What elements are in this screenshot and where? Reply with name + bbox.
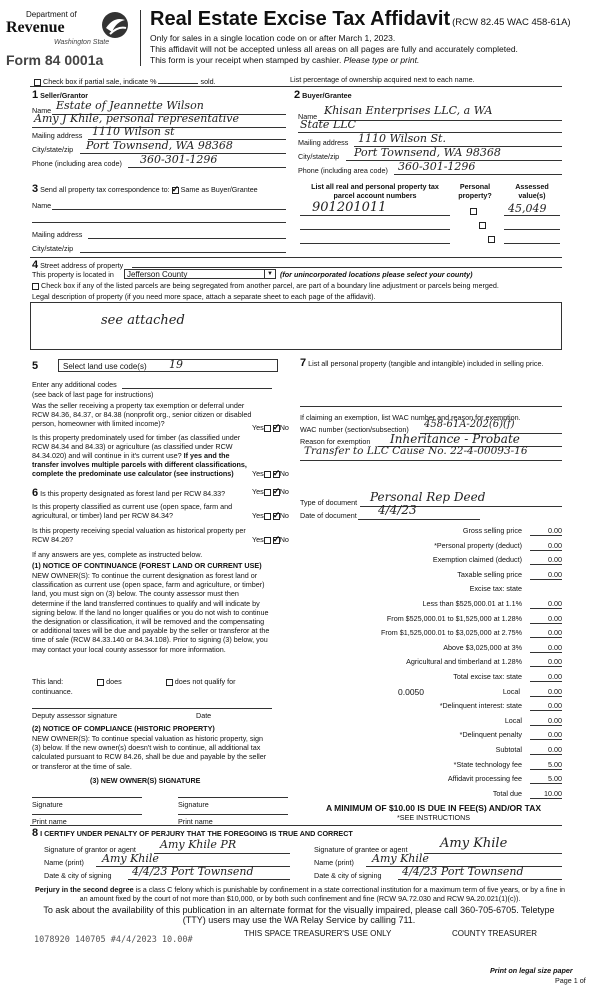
- new-owner-signature-2[interactable]: [178, 797, 288, 798]
- grantee-signature-field[interactable]: Amy Khile: [440, 836, 508, 851]
- assessed-value-field-2[interactable]: [504, 229, 560, 230]
- exemption-intro: If claiming an exemption, list WAC number and reason for exemption.: [300, 413, 521, 422]
- buyer-phone-field[interactable]: 360-301-1296: [398, 160, 476, 173]
- buyer-heading-label: Buyer/Grantee: [302, 91, 352, 100]
- grantor-name-label: Name (print): [44, 858, 84, 867]
- header-note3b: Please type or print.: [343, 55, 420, 65]
- buyer-mailing-label: Mailing address: [298, 138, 349, 147]
- forest-q1-text: Is this property designated as forest land per RCW 84.33?: [40, 489, 226, 498]
- forest-q2-yes-checkbox[interactable]: [264, 513, 271, 520]
- tax-row-value[interactable]: 0.00: [530, 526, 562, 536]
- forest-q2-no-checkbox[interactable]: [273, 513, 280, 520]
- seller-mailing-label: Mailing address: [32, 131, 83, 140]
- tax-row-value[interactable]: 5.00: [530, 774, 562, 784]
- form-title-row: [150, 8, 571, 31]
- this-land-label: This land:: [32, 677, 64, 686]
- tax-row-label: Less than $525,000.01 at 1.1%: [422, 599, 522, 608]
- timber-no-checkbox[interactable]: [273, 471, 280, 478]
- tax-row-label: *Delinquent penalty: [459, 730, 522, 739]
- exempt-yes-label: Yes: [252, 423, 264, 432]
- legal-description-box[interactable]: [30, 302, 562, 350]
- seller-heading-label: Seller/Grantor: [40, 91, 89, 100]
- forest-q2-yes-no: [252, 511, 289, 520]
- dropdown-arrow-icon: ▼: [264, 270, 275, 278]
- forest-q2-yes-label: Yes: [252, 511, 264, 520]
- tax-row-label: *Personal property (deduct): [434, 541, 522, 550]
- dor-logo: [4, 6, 140, 70]
- land-use-section-number: 5: [32, 360, 39, 372]
- buyer-city-label: City/state/zip: [298, 152, 340, 161]
- seller-name-field-2[interactable]: Amy J Khile, personal representative: [34, 112, 240, 125]
- ownership-note: List percentage of ownership acquired next to each name.: [290, 75, 475, 84]
- perjury-warning: [30, 885, 570, 903]
- personal-col-header: Personal property?: [458, 182, 492, 200]
- tax-row-label: Total excise tax: state: [453, 672, 522, 681]
- perjury-text: is a class C felony which is punishable by confinement in a state correctional institution for a maximum term of five years, or by a fine in an amount fixed by the court of not more than $10,000, or by both such confinement and fine (RCW 9A.72.030 and RCW 9A.20.021(1)(c)).: [79, 885, 566, 903]
- forest-q2-no-label: No: [279, 511, 289, 520]
- buyer-name-field-2[interactable]: State LLC: [300, 118, 356, 131]
- seller-phone-field[interactable]: 360-301-1296: [140, 153, 218, 166]
- reason-label: Reason for exemption: [300, 437, 371, 446]
- tax-row-label: From $1,525,000.01 to $3,025,000 at 2.75%: [380, 628, 522, 637]
- county-select[interactable]: [124, 269, 276, 279]
- minimum-due-note: A MINIMUM OF $10.00 IS DUE IN FEE(S) AND/OR TAX: [326, 803, 542, 813]
- correspondence-section-number: 3: [32, 183, 39, 195]
- tax-row-label: *State technology fee: [453, 760, 522, 769]
- see-instructions-note: *SEE INSTRUCTIONS: [397, 813, 471, 822]
- additional-codes-label: Enter any additional codes: [32, 380, 117, 389]
- county-select-value: Jefferson County: [127, 270, 188, 279]
- tax-row-label: Subtotal: [495, 745, 522, 754]
- notice1-title: (1) NOTICE OF CONTINUANCE (FOREST LAND OR CURRENT USE): [32, 561, 262, 570]
- parcel-number-field-3[interactable]: [300, 243, 450, 244]
- seller-mailing-field[interactable]: 1110 Wilson st: [92, 125, 175, 138]
- tax-row-value[interactable]: 0.00: [530, 745, 562, 755]
- street-address-field[interactable]: [132, 267, 562, 268]
- tax-row-label: Taxable selling price: [457, 570, 522, 579]
- notice2-title: (2) NOTICE OF COMPLIANCE (HISTORIC PROPERTY): [32, 724, 215, 733]
- assessed-value-field-3[interactable]: [504, 243, 560, 244]
- parcel-number-field[interactable]: 901201011: [312, 200, 387, 215]
- print-name-label-2: Print name: [178, 817, 213, 826]
- dept-line1: Department of: [26, 10, 77, 19]
- located-label: This property is located in: [32, 270, 114, 279]
- section-divider: [30, 825, 562, 826]
- tax-row-label: Local: [504, 716, 522, 725]
- does-not-checkbox[interactable]: [166, 679, 173, 686]
- timber-yes-no: [252, 469, 289, 478]
- reason-field-2[interactable]: Transfer to LLC Cause No. 22-4-00093-16: [304, 445, 528, 457]
- buyer-city-field[interactable]: Port Townsend, WA 98368: [354, 146, 501, 159]
- does-label: does: [106, 677, 122, 686]
- seller-section-number: 1: [32, 89, 39, 101]
- header-divider: [140, 10, 141, 66]
- exempt-yes-checkbox[interactable]: [264, 425, 271, 432]
- tax-row-value[interactable]: 10.00: [530, 789, 562, 799]
- tax-row-label: From $525,000.01 to $1,525,000 at 1.28%: [386, 614, 522, 623]
- segregate-row: [32, 281, 499, 290]
- exempt-no-label: No: [279, 423, 289, 432]
- certify-section-number: 8: [32, 827, 39, 839]
- land-use-select-label: Select land use code(s): [63, 362, 147, 371]
- grantor-sig-label: Signature of grantor or agent: [44, 845, 136, 854]
- new-owner-print-1[interactable]: [32, 814, 142, 815]
- personal-property-field[interactable]: [300, 406, 562, 407]
- perjury-bold: Perjury in the second degree: [34, 885, 134, 894]
- tax-row-value[interactable]: 0.00: [530, 672, 562, 682]
- correspondence-label: Send all property tax correspondence to:: [40, 185, 170, 194]
- corr-mailing-field[interactable]: [88, 238, 286, 239]
- signature-label-2: Signature: [178, 800, 209, 809]
- exempt-yes-no: [252, 423, 289, 432]
- grantor-date-field[interactable]: 4/4/23 Port Townsend: [132, 865, 254, 878]
- land-use-select[interactable]: [58, 359, 278, 372]
- forest-q1: [32, 487, 254, 499]
- tax-row-value[interactable]: 0.00: [530, 687, 562, 697]
- form-title: Real Estate Excise Tax Affidavit: [150, 8, 451, 30]
- print-name-label-1: Print name: [32, 817, 67, 826]
- buyer-section-number: 2: [294, 89, 301, 101]
- timber-question-bold: If yes and the transfer involves multiple parcels with different classifications, complete the predominate use calculator (see instructions): [32, 451, 247, 478]
- tax-row-value[interactable]: 0.00: [530, 628, 562, 638]
- section-divider: [30, 86, 562, 87]
- buyer-name-label: Name: [298, 112, 318, 121]
- personal-property-label: List all personal property (tangible and intangible) included in selling price.: [308, 359, 544, 368]
- personal-property-checkbox-3[interactable]: [488, 236, 495, 243]
- timber-question-text: Is this property predominately used for timber (as classified under RCW 84.34 and 84.33) or agriculture (as classified under RCW 84.34.020) and will continue in it's current use?: [32, 433, 241, 460]
- tax-row-label: Gross selling price: [462, 526, 522, 535]
- legal-paper-note: Print on legal size paper: [490, 966, 573, 975]
- segregate-label: Check box if any of the listed parcels are being segregated from another parcel, are part of a boundary line adjustment or parcels being merged.: [41, 281, 499, 290]
- new-owner-signature-1[interactable]: [32, 797, 142, 798]
- partial-sale-label: Check box if partial sale, indicate %: [43, 77, 157, 86]
- header-note1: Only for sales in a single location code on or after March 1, 2023.: [150, 33, 396, 43]
- corr-name-label: Name: [32, 201, 52, 210]
- tax-row-value[interactable]: 5.00: [530, 760, 562, 770]
- form-number: Form 84 0001a: [6, 52, 104, 68]
- tax-row-label: Exemption claimed (deduct): [432, 555, 522, 564]
- timber-yes-label: Yes: [252, 469, 264, 478]
- tax-row-value[interactable]: 0.00: [530, 570, 562, 580]
- county-note: (for unincorporated locations please select your county): [280, 270, 473, 279]
- tax-row-value[interactable]: 0.00: [530, 599, 562, 609]
- grantee-name-label: Name (print): [314, 858, 354, 867]
- does-checkbox[interactable]: [97, 679, 104, 686]
- exempt-no-checkbox[interactable]: [273, 425, 280, 432]
- buyer-phone-label: Phone (including area code): [298, 166, 388, 175]
- personal-property-section-number: 7: [300, 357, 307, 369]
- additional-codes-field[interactable]: [122, 388, 272, 389]
- buyer-mailing-field[interactable]: 1110 Wilson St.: [358, 132, 446, 145]
- local-rate: 0.0050: [398, 687, 424, 697]
- tax-row-value[interactable]: 0.00: [530, 657, 562, 667]
- personal-property-checkbox-2[interactable]: [479, 222, 486, 229]
- timber-yes-checkbox[interactable]: [264, 471, 271, 478]
- timber-no-label: No: [279, 469, 289, 478]
- corr-city-label: City/state/zip: [32, 244, 74, 253]
- deputy-signature-label: Deputy assessor signature: [32, 711, 118, 720]
- correspondence-heading: [32, 183, 258, 195]
- parcel-number-field-2[interactable]: [300, 229, 450, 230]
- accessibility-note: To ask about the availability of this publication in an alternate format for the visually impaired, please call 360-705-6705. Teletype (TTY) users may use the WA Relay Service by calling 711.: [43, 905, 555, 925]
- assessed-col-header: Assessed value(s): [515, 182, 549, 200]
- tax-row-label: Local: [502, 687, 520, 696]
- forest-q3: Is this property receiving special valuation as historical property per RCW 84.26?: [32, 526, 246, 544]
- does-not-label: does not qualify for: [174, 677, 236, 686]
- dept-line3: Washington State: [54, 39, 110, 46]
- seller-name-field[interactable]: Estate of Jeannette Wilson: [56, 99, 204, 112]
- doc-date-label: Date of document: [300, 511, 357, 520]
- doc-type-field[interactable]: Personal Rep Deed: [370, 490, 486, 504]
- doc-type-label: Type of document: [300, 498, 358, 507]
- buyer-name-field[interactable]: Khisan Enterprises LLC, a WA: [324, 104, 493, 117]
- buyer-heading: [294, 89, 352, 101]
- parcel-col-header: List all real and personal property tax parcel account numbers: [311, 182, 439, 200]
- partial-sold-label: sold.: [200, 77, 216, 86]
- forest-q2: Is this property classified as current use (open space, farm and agricultural, or timber) land per RCW 84.34?: [32, 502, 233, 520]
- continuance-label: continuance.: [32, 687, 73, 696]
- forest-q1-yes-checkbox[interactable]: [264, 489, 271, 496]
- dept-line2: Revenue: [6, 19, 65, 36]
- grantor-signature-field[interactable]: Amy Khile PR: [160, 838, 237, 851]
- forest-q1-yes-no: [252, 487, 289, 496]
- additional-codes-note: (see back of last page for instructions): [32, 390, 154, 399]
- answer-note: If any answers are yes, complete as instructed below.: [32, 550, 203, 559]
- tax-row-value[interactable]: 0.00: [530, 614, 562, 624]
- forest-q3-yes-no: [252, 535, 289, 544]
- land-use-select-value: 19: [169, 358, 183, 371]
- tax-row-label: Above $3,025,000 at 3%: [443, 643, 522, 652]
- new-owner-sig-title: (3) NEW OWNER(S) SIGNATURE: [90, 776, 201, 785]
- wac-label: WAC number (section/subsection): [300, 425, 409, 434]
- same-as-buyer-label: Same as Buyer/Grantee: [180, 185, 258, 194]
- county-treasurer-label: COUNTY TREASURER: [452, 929, 538, 938]
- tax-row-value[interactable]: 0.00: [530, 555, 562, 565]
- header-note2: This affidavit will not be accepted unless all areas on all pages are fully and accurately completed.: [150, 44, 518, 54]
- forest-q1-no-label: No: [279, 487, 289, 496]
- forest-q3-no-checkbox[interactable]: [273, 537, 280, 544]
- legal-desc-label: Legal description of property (if you need more space, attach a separate sheet to each page of the affidavit).: [32, 292, 376, 301]
- notice1-text: NEW OWNER(S): To continue the current designation as forest land or classification as current use (open space, farm and agriculture, or timber) land, you must sign on (3) below. The county assessor must then determine if the land transferred continues to qualify and will indicate by signing below. If the land no longer qualifies or you do not wish to continue the designation or classification, it will be removed and the compensating or additional taxes will be due and payable by the seller or transferor at the time of sale (RCW 84.33.140 or 84.34.108). Prior to signing (3) below, you may contact your local county assessor for more information.: [32, 571, 270, 654]
- tax-row-value[interactable]: 0.00: [530, 701, 562, 711]
- doc-date-field[interactable]: 4/4/23: [378, 503, 417, 517]
- signature-label-1: Signature: [32, 800, 63, 809]
- forest-q1-yes-label: Yes: [252, 487, 264, 496]
- exemption-question: Was the seller receiving a property tax exemption or deferral under RCW 84.36, 84.37, or 84.38 (nonprofit org., senior citizen or disabled person, homeowner with limited income)?: [32, 401, 252, 428]
- personal-property-checkbox-1[interactable]: [470, 208, 477, 215]
- property-section-number: 4: [32, 259, 39, 271]
- header-note3: [150, 55, 419, 65]
- tax-row-label: Affidavit processing fee: [447, 774, 522, 783]
- seller-phone-label: Phone (including area code): [32, 159, 122, 168]
- page-number: Page 1 of: [555, 976, 586, 985]
- same-as-buyer-checkbox[interactable]: [172, 187, 179, 194]
- partial-sale-row: [34, 75, 216, 86]
- certify-heading-label: I CERTIFY UNDER PENALTY OF PERJURY THAT THE FOREGOING IS TRUE AND CORRECT: [40, 829, 353, 838]
- forest-q3-yes-label: Yes: [252, 535, 264, 544]
- tax-row-label: *Delinquent interest: state: [439, 701, 522, 710]
- corr-name-field[interactable]: [52, 209, 286, 210]
- partial-sale-checkbox[interactable]: [34, 79, 41, 86]
- tax-row-value[interactable]: 0.00: [530, 643, 562, 653]
- assessed-value-field[interactable]: 45,049: [508, 202, 547, 215]
- grantee-name-field[interactable]: Amy Khile: [372, 852, 429, 865]
- wac-number-field[interactable]: 458-61A-202(6)(f): [424, 419, 515, 430]
- tax-row-label: Agricultural and timberland at 1.28%: [406, 657, 522, 666]
- forest-q1-no-checkbox[interactable]: [273, 489, 280, 496]
- new-owner-print-2[interactable]: [178, 814, 288, 815]
- tax-row-value[interactable]: 0.00: [530, 541, 562, 551]
- grantee-date-label: Date & city of signing: [314, 871, 382, 880]
- grantor-name-field[interactable]: Amy Khile: [102, 852, 159, 865]
- grantor-date-label: Date & city of signing: [44, 871, 112, 880]
- street-address-label: Street address of property: [40, 261, 124, 270]
- forest-q3-no-label: No: [279, 535, 289, 544]
- tax-row-label: Excise tax: state: [469, 584, 522, 593]
- header-note3a: This form is your receipt when stamped by cashier.: [150, 55, 342, 65]
- reason-field[interactable]: Inheritance - Probate: [390, 432, 520, 446]
- grantee-sig-label: Signature of grantee or agent: [314, 845, 408, 854]
- forest-section-number: 6: [32, 487, 39, 499]
- section-divider: [30, 257, 562, 258]
- form-title-ref: (RCW 82.45 WAC 458-61A): [452, 17, 571, 28]
- tax-row-value[interactable]: 0.00: [530, 730, 562, 740]
- dor-swirl-icon: [100, 10, 130, 40]
- timber-question: [32, 433, 254, 478]
- tax-row-label: Total due: [492, 789, 522, 798]
- segregate-checkbox[interactable]: [32, 283, 39, 290]
- cashier-stamp: 1078920 140705 #4/4/2023 10.00#: [34, 935, 193, 945]
- seller-city-field[interactable]: Port Townsend, WA 98368: [86, 139, 233, 152]
- partial-percent-field[interactable]: [158, 75, 198, 84]
- deputy-signature-field[interactable]: [32, 708, 272, 709]
- seller-city-label: City/state/zip: [32, 145, 74, 154]
- forest-q3-yes-checkbox[interactable]: [264, 537, 271, 544]
- legal-description-value: see attached: [101, 313, 185, 328]
- tax-row-value[interactable]: 0.00: [530, 716, 562, 726]
- corr-city-field[interactable]: [80, 252, 286, 253]
- corr-mailing-label: Mailing address: [32, 230, 83, 239]
- personal-property-section: [300, 359, 562, 368]
- notice2-text: NEW OWNER(S): To continue special valuation as historic property, sign (3) below. If the new owner(s) doesn't wish to continue, all additional tax calculated pursuant to RCW 84.26, shall be due and payable by the seller or transferor at the time of sale.: [32, 734, 267, 771]
- grantee-date-field[interactable]: 4/4/23 Port Townsend: [402, 865, 524, 878]
- seller-name-label: Name: [32, 106, 52, 115]
- qualify-row: [32, 677, 236, 686]
- treasurer-use-label: THIS SPACE TREASURER'S USE ONLY: [244, 929, 392, 938]
- deputy-date-label: Date: [196, 711, 212, 720]
